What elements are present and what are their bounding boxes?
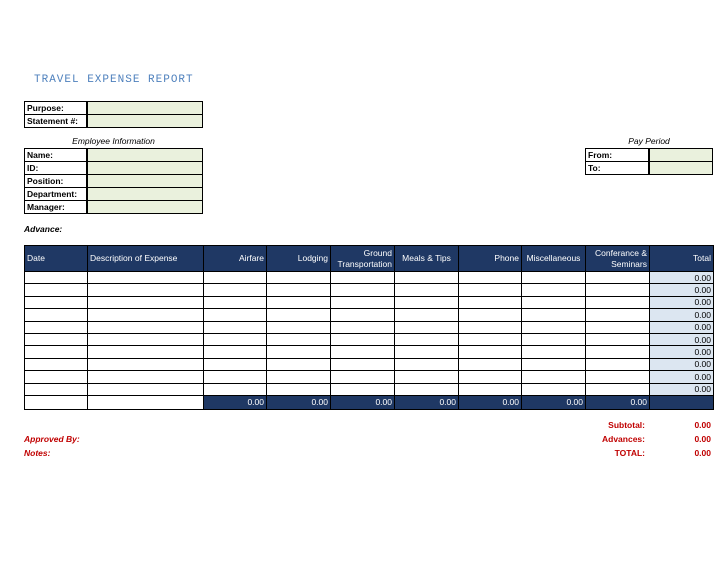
department-input[interactable] [87,187,203,201]
expense-cell[interactable] [522,346,586,358]
expense-cell[interactable] [459,309,522,321]
row-total: 0.00 [650,383,714,395]
expense-cell[interactable] [459,296,522,308]
sum-total-blank [650,395,714,409]
table-row [25,321,714,333]
expense-cell[interactable] [331,272,395,284]
expense-cell[interactable] [88,284,204,296]
total-value: 0.00 [694,448,711,458]
expense-cell[interactable] [395,284,459,296]
expense-cell[interactable] [586,346,650,358]
expense-cell[interactable] [459,272,522,284]
expense-cell[interactable] [25,296,88,308]
purpose-input[interactable] [87,101,203,115]
expense-cell[interactable] [267,309,331,321]
expense-cell[interactable] [88,272,204,284]
expense-cell[interactable] [331,321,395,333]
expense-cell[interactable] [88,333,204,345]
position-input[interactable] [87,174,203,188]
employee-info-heading: Employee Information [72,136,155,146]
expense-cell[interactable] [331,346,395,358]
expense-cell[interactable] [331,284,395,296]
expense-cell[interactable] [522,358,586,370]
expense-cell[interactable] [267,371,331,383]
expense-cell[interactable] [204,358,267,370]
expense-cell[interactable] [522,383,586,395]
expense-cell[interactable] [395,371,459,383]
expense-cell[interactable] [586,284,650,296]
expense-cell[interactable] [331,383,395,395]
expense-cell[interactable] [267,333,331,345]
expense-cell[interactable] [204,296,267,308]
expense-cell[interactable] [459,333,522,345]
expense-cell[interactable] [267,272,331,284]
expense-cell[interactable] [204,346,267,358]
header-date: Date [25,246,88,272]
sum-lodging: 0.00 [267,395,331,409]
row-total: 0.00 [650,272,714,284]
expense-cell[interactable] [522,272,586,284]
pay-period-heading: Pay Period [628,136,670,146]
purpose-label: Purpose: [24,101,87,115]
id-label: ID: [24,161,87,175]
table-row [25,383,714,395]
notes-label: Notes: [24,448,51,458]
total-label: TOTAL: [614,448,645,458]
expense-cell[interactable] [586,383,650,395]
expense-cell[interactable] [522,321,586,333]
row-total: 0.00 [650,284,714,296]
id-input[interactable] [87,161,203,175]
expense-cell[interactable] [25,358,88,370]
header-lodging: Lodging [267,246,331,272]
statement-input[interactable] [87,114,203,128]
expense-cell[interactable] [395,272,459,284]
to-input[interactable] [649,161,713,175]
table-row [25,284,714,296]
subtotal-value: 0.00 [694,420,711,430]
table-row [25,296,714,308]
expense-cell[interactable] [25,284,88,296]
expense-cell[interactable] [267,383,331,395]
header-total: Total [650,246,714,272]
expense-cell[interactable] [586,371,650,383]
expense-cell[interactable] [331,309,395,321]
expense-cell[interactable] [395,309,459,321]
subtotal-label: Subtotal: [608,420,645,430]
expense-cell[interactable] [88,383,204,395]
approved-by-label: Approved By: [24,434,80,444]
advances-label: Advances: [602,434,645,444]
expense-cell[interactable] [25,371,88,383]
expense-cell[interactable] [331,296,395,308]
header-meals-tips: Meals & Tips [395,246,459,272]
expense-cell[interactable] [395,358,459,370]
expense-cell[interactable] [25,333,88,345]
expense-cell[interactable] [522,371,586,383]
advances-value: 0.00 [694,434,711,444]
header-miscellaneous: Miscellaneous [522,246,586,272]
column-sums-row [25,395,714,409]
expense-cell[interactable] [395,383,459,395]
table-row [25,309,714,321]
row-total: 0.00 [650,321,714,333]
from-label: From: [585,148,649,162]
expense-cell[interactable] [459,383,522,395]
table-row [25,333,714,345]
to-label: To: [585,161,649,175]
expense-cell[interactable] [459,358,522,370]
expense-cell[interactable] [204,321,267,333]
position-label: Position: [24,174,87,188]
row-total: 0.00 [650,296,714,308]
expense-cell[interactable] [331,358,395,370]
header-phone: Phone [459,246,522,272]
expense-cell[interactable] [88,346,204,358]
sum-ground-transportation: 0.00 [331,395,395,409]
report-title: TRAVEL EXPENSE REPORT [34,74,194,86]
expense-cell[interactable] [204,333,267,345]
header-conference-seminars: Conferance & Seminars [586,246,650,272]
expense-cell[interactable] [88,358,204,370]
expense-cell[interactable] [586,272,650,284]
expense-cell[interactable] [88,321,204,333]
sum-blank [88,395,204,409]
sum-airfare: 0.00 [204,395,267,409]
statement-label: Statement #: [24,114,87,128]
expense-cell[interactable] [395,296,459,308]
header-ground-transportation: Ground Transportation [331,246,395,272]
expense-cell[interactable] [267,321,331,333]
expense-cell[interactable] [522,333,586,345]
expense-cell[interactable] [204,272,267,284]
row-total: 0.00 [650,333,714,345]
expense-cell[interactable] [522,296,586,308]
table-row [25,371,714,383]
row-total: 0.00 [650,309,714,321]
expense-cell[interactable] [459,284,522,296]
expense-cell[interactable] [586,309,650,321]
advance-label: Advance: [24,224,63,234]
table-row [25,346,714,358]
department-label: Department: [24,187,87,201]
expense-cell[interactable] [459,371,522,383]
expense-cell[interactable] [586,321,650,333]
row-total: 0.00 [650,371,714,383]
row-total: 0.00 [650,346,714,358]
expense-cell[interactable] [267,358,331,370]
expense-cell[interactable] [204,284,267,296]
manager-label: Manager: [24,200,87,214]
expense-cell[interactable] [25,346,88,358]
header-airfare: Airfare [204,246,267,272]
name-input[interactable] [87,148,203,162]
expense-cell[interactable] [267,284,331,296]
expense-cell[interactable] [395,321,459,333]
from-input[interactable] [649,148,713,162]
expense-table [24,245,714,410]
header-description: Description of Expense [88,246,204,272]
expense-cell[interactable] [267,346,331,358]
expense-cell[interactable] [25,309,88,321]
expense-cell[interactable] [204,309,267,321]
expense-cell[interactable] [25,321,88,333]
expense-cell[interactable] [25,272,88,284]
table-header-row [25,246,714,272]
expense-cell[interactable] [586,296,650,308]
table-row [25,272,714,284]
sum-conference-seminars: 0.00 [586,395,650,409]
sum-phone: 0.00 [459,395,522,409]
expense-cell[interactable] [522,309,586,321]
manager-input[interactable] [87,200,203,214]
expense-cell[interactable] [459,346,522,358]
expense-cell[interactable] [522,284,586,296]
row-total: 0.00 [650,358,714,370]
table-row [25,358,714,370]
name-label: Name: [24,148,87,162]
expense-cell[interactable] [395,346,459,358]
expense-cell[interactable] [586,333,650,345]
expense-cell[interactable] [331,371,395,383]
expense-cell[interactable] [331,333,395,345]
expense-cell[interactable] [204,371,267,383]
expense-cell[interactable] [88,371,204,383]
sum-miscellaneous: 0.00 [522,395,586,409]
expense-cell[interactable] [88,296,204,308]
expense-cell[interactable] [395,333,459,345]
expense-cell[interactable] [88,309,204,321]
expense-cell[interactable] [586,358,650,370]
expense-cell[interactable] [267,296,331,308]
expense-cell[interactable] [25,383,88,395]
expense-cell[interactable] [204,383,267,395]
expense-cell[interactable] [459,321,522,333]
sum-meals-tips: 0.00 [395,395,459,409]
sum-blank [25,395,88,409]
